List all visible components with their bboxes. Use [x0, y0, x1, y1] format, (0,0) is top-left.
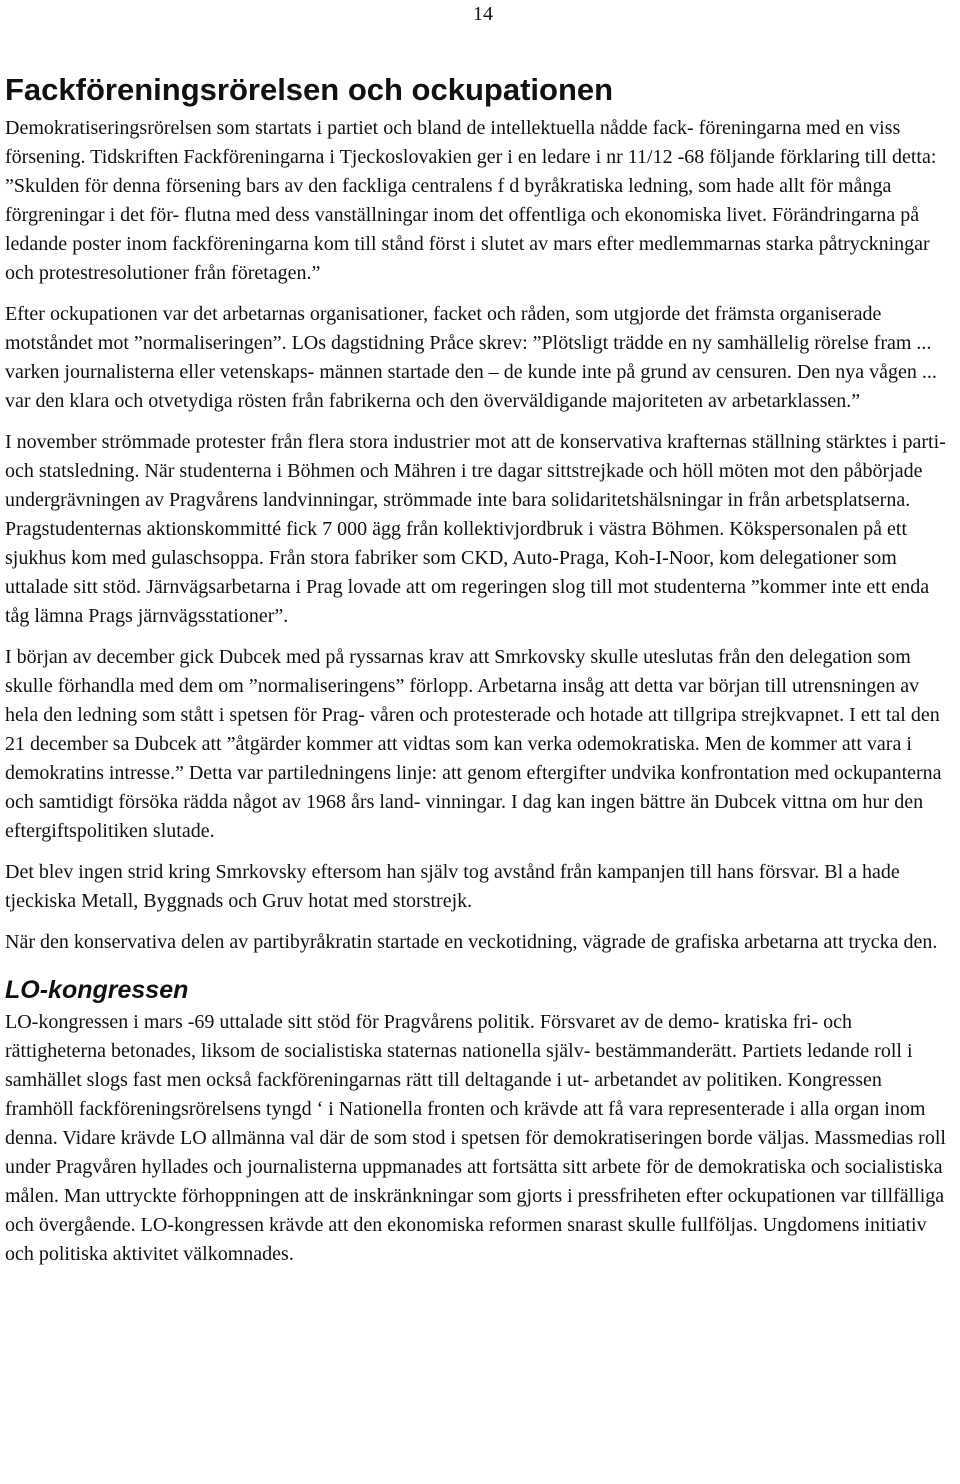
page-content	[5, 72, 955, 1281]
paragraph-3: I november strömmade protester från flera stora industrier mot att de konservativa krafternas ställning stärktes i parti- och statsledning. När studenterna i Böhmen och Mähren i tre dagar sittstrejkade och höll möten mot den påbörjade undergrävningen av Pragvårens landvinningar, strömmade inte bara solidaritetshälsningar in från arbetsplatserna. Pragstudenternas aktionskommitté fick 7 000 ägg från kollektivjordbruk i västra Böhmen. Kökspersonalen på ett sjukhus kom med gulaschsoppa. Från stora fabriker som CKD, Auto-Praga, Koh-I-Noor, kom delegationer som uttalade sitt stöd. Järnvägsarbetarna i Prag lovade att om regeringen slog till mot studenterna ”kommer inte ett enda tåg lämna Prags järnvägsstationer”.	[5, 431, 946, 627]
page-number: 14	[473, 3, 493, 25]
paragraph-4: I början av december gick Dubcek med på ryssarnas krav att Smrkovsky skulle uteslutas från den delegation som skulle förhandla med dem om ”normaliseringens” förlopp. Arbetarna insåg att detta var början till utrensningen av hela den ledning som stått i spetsen för Prag- våren och protesterade och hotade att tillgripa strejkvapnet. I ett tal den 21 december sa Dubcek att ”åtgärder kommer att vidtas som kan verka odemokratiska. Men de kommer att vara i demokratins intresse.” Detta var partiledningens linje: att genom eftergifter undvika konfrontation med ockupanterna och samtidigt försöka rädda något av 1968 års land- vinningar. I dag kan ingen bättre än Dubcek vittna om hur den eftergiftspolitiken slutade.	[5, 646, 942, 842]
paragraph-7: LO-kongressen i mars -69 uttalade sitt stöd för Pragvårens politik. Försvaret av de demo- kratiska fri- och rättigheterna betonades, liksom de socialistiska staternas nationella själv- bestämmanderätt. Partiets ledande roll i samhället slogs fast men också fackföreningarnas rätt till deltagande i ut- arbetandet av politiken. Kongressen framhöll fackföreningsrörelsens tyngd ‘ i Nationella fronten och krävde att få vara representerade i alla organ inom denna. Vidare krävde LO allmänna val där de som stod i spetsen för demokratiseringen borde väljas. Massmedias roll under Pragvåren hyllades och journalisterna uppmanades att fortsätta sitt arbete för de demokratiska och socialistiska målen. Man uttryckte förhoppningen att de inskränkningar som gjorts i pressfriheten efter ockupationen var tillfälliga och övergående. LO-kongressen krävde att den ekonomiska reformen snarast skulle fullföljas. Ungdomens initiativ och politiska aktivitet välkomnades.	[5, 1011, 946, 1265]
paragraph-1: Demokratiseringsrörelsen som startats i partiet och bland de intellektuella nådde fack- föreningarna med en viss försening. Tidskriften Fackföreningarna i Tjeckoslovakien ger i en ledare i nr 11/12 -68 följande förklaring till detta: ”Skulden för denna försening bars av den fackliga centralens f d byråkratiska ledning, som hade allt för många förgreningar i det för- flutna med dess vanställningar inom det offentliga och ekonomiska livet. Förändringarna på ledande poster inom fackföreningarna kom till stånd först i slutet av mars efter medlemmarnas starka påtryckningar och protestresolutioner från företagen.”	[5, 117, 937, 284]
paragraph-5: Det blev ingen strid kring Smrkovsky eftersom han själv tog avstånd från kampanjen till hans försvar. Bl a hade tjeckiska Metall, Byggnads och Gruv hotat med storstrejk.	[5, 861, 900, 912]
section-heading: Fackföreningsrörelsen och ockupationen	[5, 72, 614, 107]
paragraph-6: När den konservativa delen av partibyråkratin startade en veckotidning, vägrade de grafiska arbetarna att trycka den.	[5, 931, 938, 953]
subsection-heading: LO-kongressen	[5, 976, 189, 1004]
paragraph-2: Efter ockupationen var det arbetarnas organisationer, facket och råden, som utgjorde det främsta organiserade motståndet mot ”normaliseringen”. LOs dagstidning Pråce skrev: ”Plötsligt trädde en ny samhällelig rörelse fram ... varken journalisterna eller vetenskaps- männen startade den – de kunde inte på grund av censuren. Den nya vågen ... var den klara och otvetydiga rösten från fabrikerna och den överväldigande majoriteten av arbetarklassen.”	[5, 303, 937, 412]
